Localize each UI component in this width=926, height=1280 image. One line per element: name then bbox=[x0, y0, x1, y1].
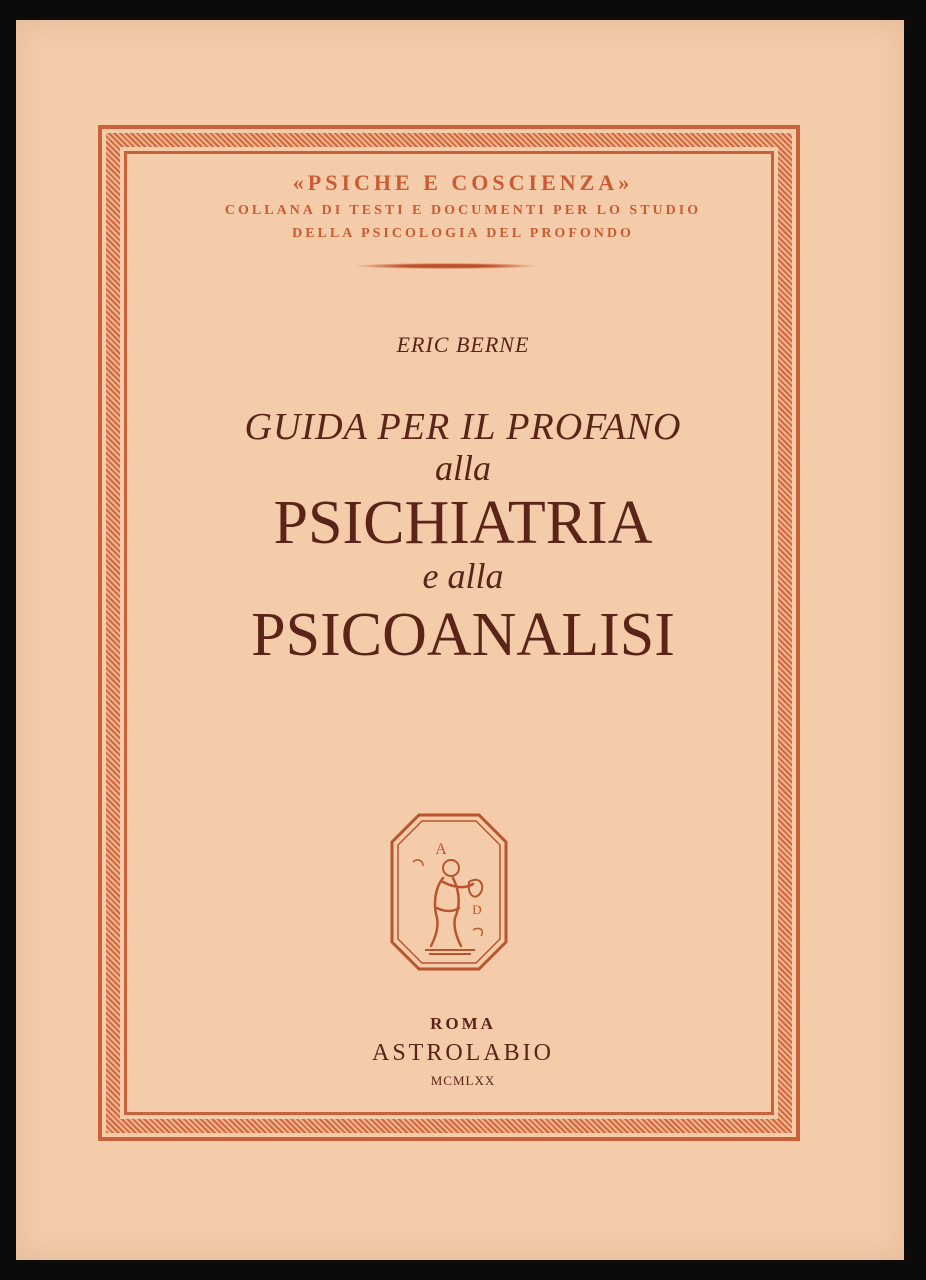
title-connector-2: e alla bbox=[422, 556, 504, 596]
decorative-rule bbox=[355, 263, 537, 269]
emblem-letter-d: D bbox=[472, 902, 482, 917]
title-connector-1: alla bbox=[434, 448, 491, 488]
title-main-1: PSICHIATRIA bbox=[273, 489, 653, 557]
imprint-publisher: ASTROLABIO bbox=[371, 1040, 554, 1066]
title-line-1: GUIDA PER IL PROFANO bbox=[244, 406, 682, 448]
author-name: ERIC BERNE bbox=[396, 332, 530, 357]
title-main-2: PSICOANALISI bbox=[251, 601, 675, 669]
emblem-letter-a: A bbox=[435, 841, 447, 858]
imprint-place: ROMA bbox=[430, 1014, 496, 1033]
publisher-emblem-icon bbox=[389, 812, 509, 972]
series-subtitle-line-2: DELLA PSICOLOGIA DEL PROFONDO bbox=[292, 226, 634, 241]
series-subtitle-line-1: COLLANA DI TESTI E DOCUMENTI PER LO STUDIO bbox=[224, 203, 702, 218]
imprint-year: MCMLXX bbox=[430, 1073, 496, 1088]
series-title: «PSICHE E COSCIENZA» bbox=[292, 170, 634, 195]
